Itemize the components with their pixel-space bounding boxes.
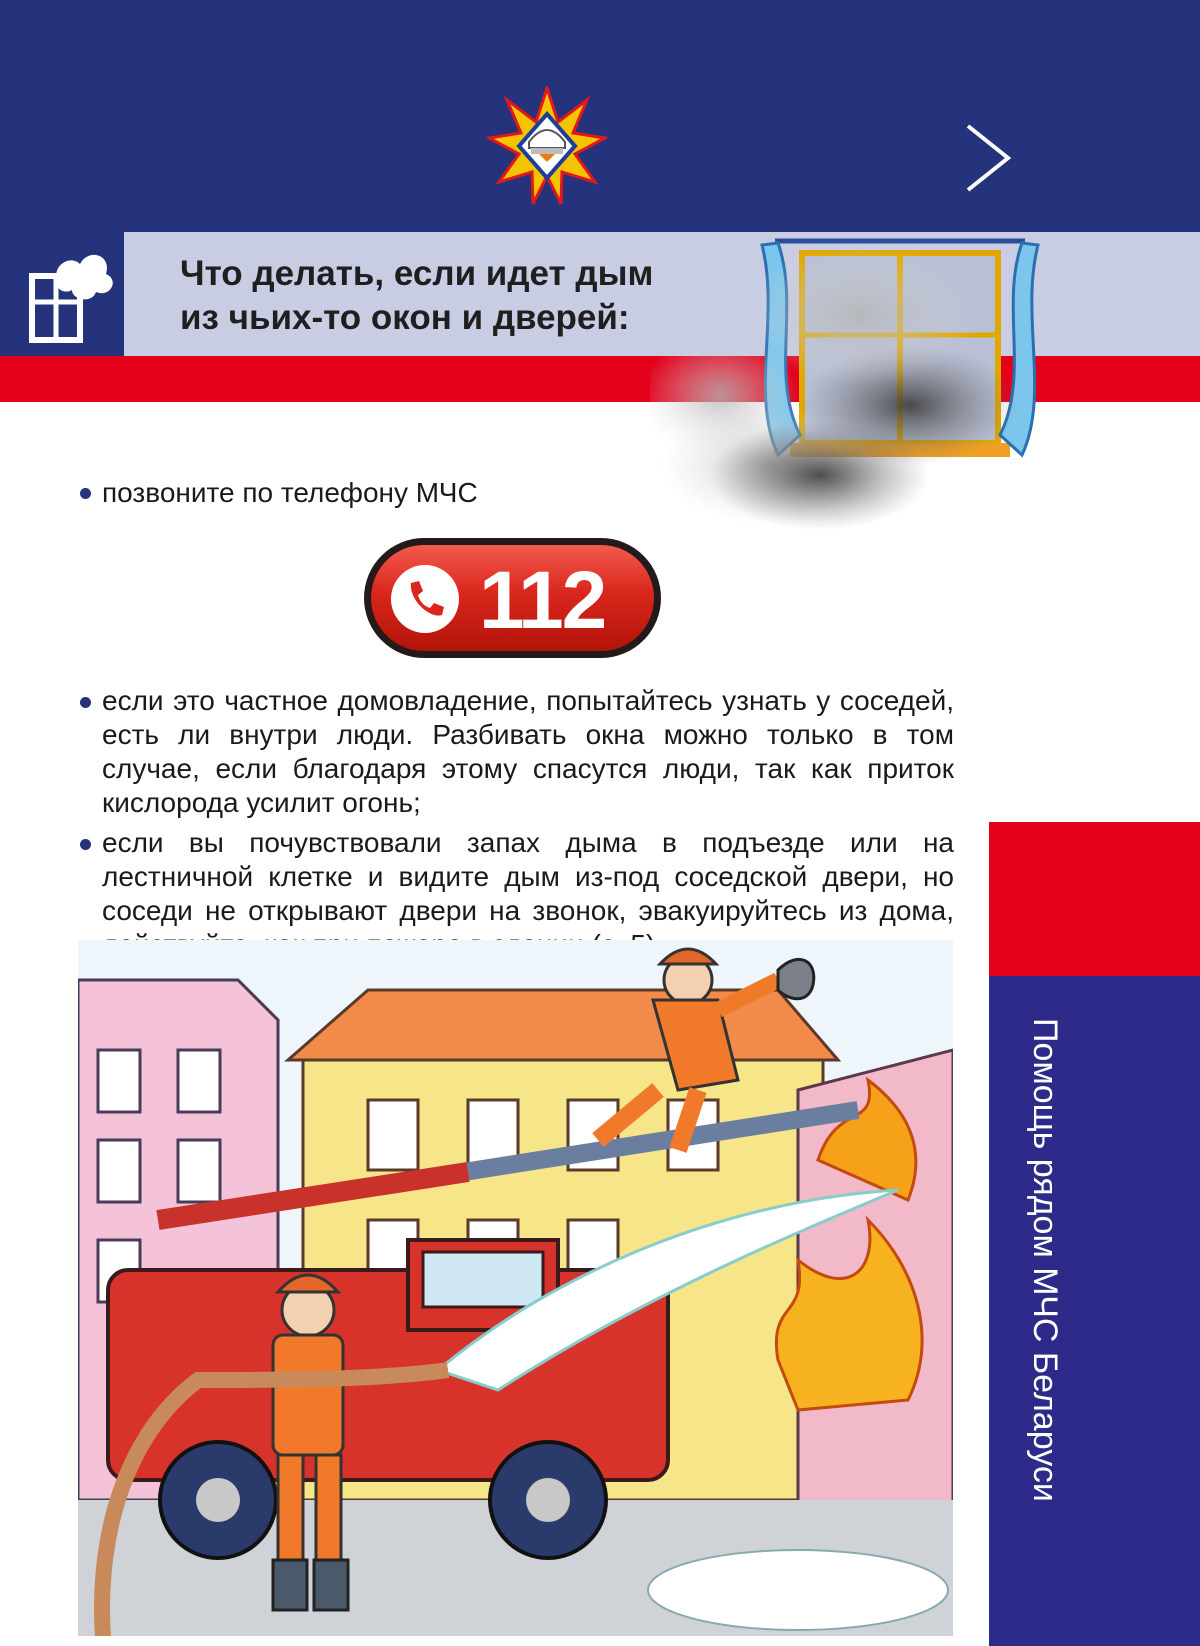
sidebar-vertical-title: Помощь рядом МЧС Беларуси	[1026, 1018, 1064, 1502]
next-page-button[interactable]	[960, 118, 1020, 198]
firefighter-scene-illustration	[78, 940, 953, 1636]
instruction-paragraph-2: если вы почувствовали запах дыма в подъезде или на лестничной клетке и видите дым из-под соседской двери, но соседи не открывают двери на звонок, эвакуируйтесь из дома,	[102, 827, 954, 926]
emergency-112-button[interactable]	[364, 538, 661, 658]
bullet-icon	[80, 697, 91, 708]
window-smoke-icon	[0, 232, 124, 356]
bullet-icon	[80, 839, 91, 850]
instruction-paragraph-1: если это частное домовладение, попытайтесь узнать у соседей, есть ли внутри люди. Разбивать окна можно только в том случае, если благодаря этому спасутся люди, так как приток кислорода усилит огонь;	[102, 685, 954, 818]
phone-icon	[387, 561, 463, 637]
call-instruction: позвоните по телефону МЧС	[102, 477, 478, 508]
section-icon-box	[0, 232, 124, 356]
smoking-window-illustration	[650, 225, 1070, 555]
mchs-emblem-icon	[487, 86, 607, 206]
bullet-icon	[80, 488, 91, 499]
section-title-line-2: из чьих-то окон и дверей:	[180, 298, 630, 337]
section-title-line-1: Что делать, если идет дым	[180, 254, 654, 293]
sidebar-red-block	[989, 822, 1200, 976]
emergency-number: 112	[479, 555, 606, 646]
